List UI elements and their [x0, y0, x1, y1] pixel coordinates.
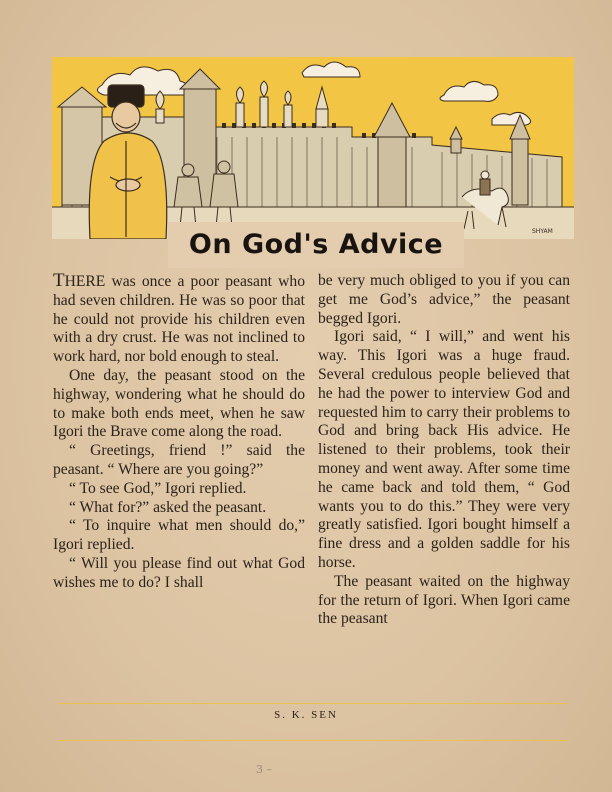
paragraph: “ Greetings, friend !” said the peasant. “ Where are you going?”: [53, 442, 305, 478]
pencil-mark-text: 3 –: [256, 763, 272, 776]
paragraph: [53, 272, 305, 367]
paragraph: “ To inquire what men should do,” Igori replied.: [53, 517, 305, 554]
paragraph: Igori said, “ I will,” and went his way. This Igori was a huge fraud. Several credulous people believed that he had the power to interview God and requested him to carry their problems to God and bring back His advice. He listened to their problems, took their money and went away. After some time he came back and told them, “ God wants you to do this.” They were very greatly satisfied. Igori bought himself a fine dress and a golden saddle for his horse.: [318, 328, 570, 571]
drop-cap: T: [53, 270, 65, 291]
story-title: On God's Advice: [168, 222, 464, 268]
paragraph: “ What for?” asked the peasant.: [69, 498, 267, 516]
artist-signature: SHYAM: [532, 228, 553, 235]
pencil-mark: [254, 757, 304, 781]
right-column: [318, 272, 570, 629]
kremlin-illustration: [52, 57, 574, 239]
author-byline: S. K. SEN: [274, 709, 338, 721]
paragraph: The peasant waited on the highway for the return of Igori. When Igori came the peasant: [318, 572, 570, 628]
left-column: [53, 272, 305, 593]
paragraph: One day, the peasant stood on the highway, wondering what he should do to make both ends meet, when he saw Igori the Brave come along the road.: [53, 366, 305, 441]
divider-rule: [58, 703, 568, 704]
divider-rule: [58, 740, 568, 741]
paragraph: “ To see God,” Igori replied.: [69, 479, 247, 497]
paragraph-text: HERE was once a poor peasant who had seven children. He was so poor that he could not provide his children even with a dry crust. He was not inclined to work hard, nor bold enough to steal.: [53, 273, 305, 366]
paragraph: be very much obliged to you if you can get me God’s advice,” the peasant begged Igori.: [318, 272, 570, 327]
paragraph: “ Will you please find out what God wishes me to do? I shall: [53, 554, 305, 591]
